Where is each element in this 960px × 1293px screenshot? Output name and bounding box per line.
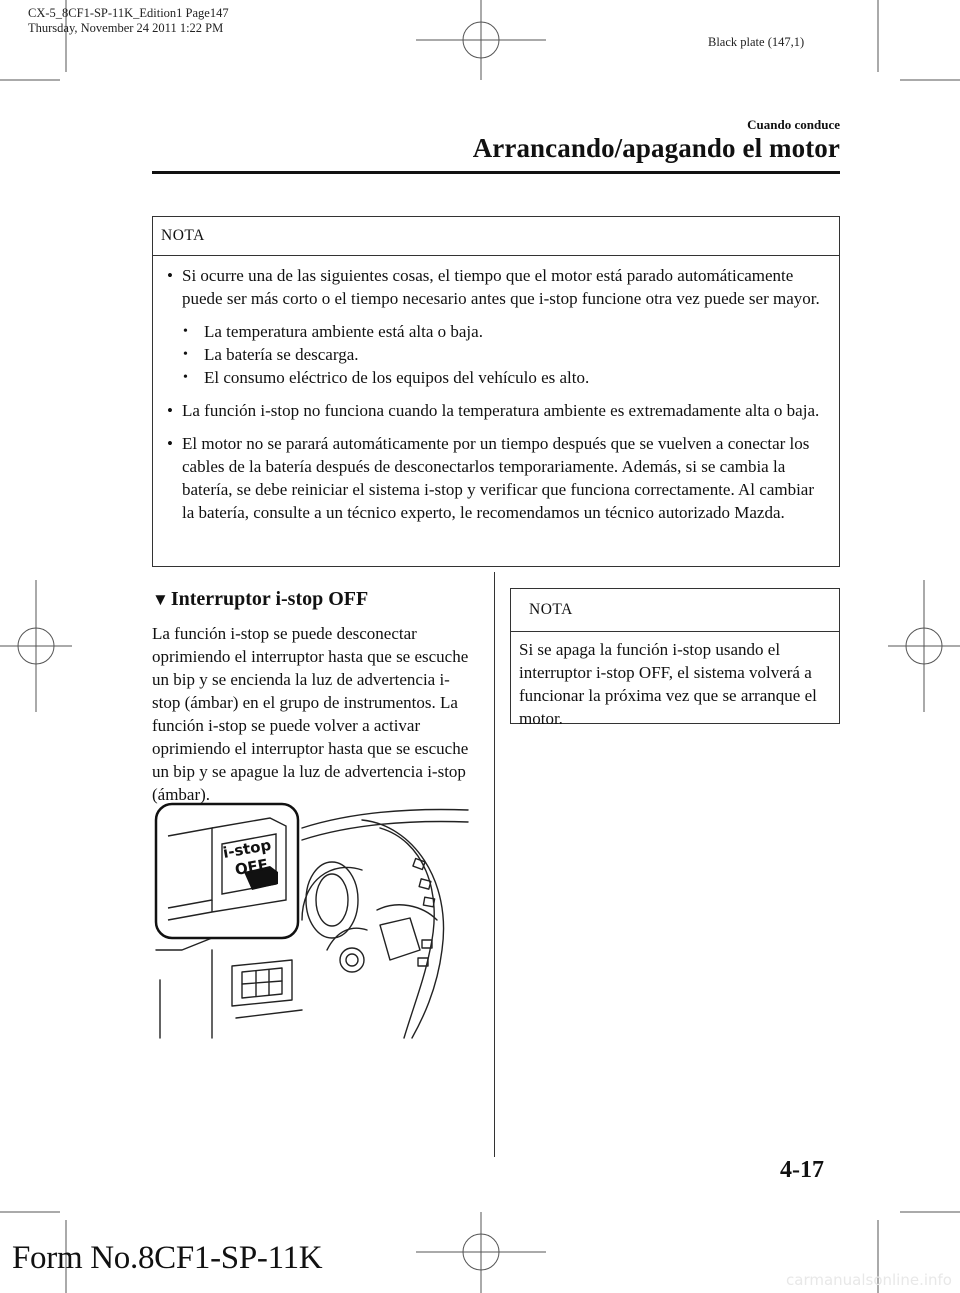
sub-item-text: La batería se descarga. bbox=[204, 345, 359, 364]
print-meta-line-1: CX-5_8CF1-SP-11K_Edition1 Page147 bbox=[28, 6, 229, 20]
triangle-marker-icon: ▼ bbox=[152, 590, 169, 609]
note-heading: NOTA bbox=[153, 217, 839, 256]
section-heading bbox=[152, 588, 368, 611]
header-rule bbox=[152, 171, 840, 174]
note-bullet-text: Si ocurre una de las siguientes cosas, el tiempo que el motor está parado automáticamente puede ser más corto o el tiempo necesario antes que i-stop funcione otra vez puede ser mayor. bbox=[182, 266, 820, 308]
print-meta-line-2: Thursday, November 24 2011 1:22 PM bbox=[28, 21, 224, 35]
bullet-icon: • bbox=[167, 401, 173, 420]
note-bullet bbox=[161, 264, 829, 310]
sub-item bbox=[161, 343, 829, 366]
page-number: 4-17 bbox=[780, 1157, 824, 1183]
sub-bullet-icon: • bbox=[183, 370, 188, 385]
note-bullet-text: La función i-stop no funciona cuando la temperatura ambiente es extremadamente alta o baja. bbox=[182, 401, 820, 420]
note-heading: NOTA bbox=[511, 589, 839, 632]
note-body bbox=[153, 256, 839, 532]
bullet-icon: • bbox=[167, 434, 173, 453]
watermark: carmanualsonline.info bbox=[786, 1271, 952, 1289]
section-title: Cuando conduce bbox=[747, 117, 840, 132]
print-metadata bbox=[28, 6, 229, 36]
form-number: Form No.8CF1-SP-11K bbox=[12, 1240, 323, 1276]
note-box-1 bbox=[152, 216, 840, 567]
note-bullet bbox=[161, 432, 829, 524]
sub-list bbox=[161, 320, 829, 389]
sub-bullet-icon: • bbox=[183, 324, 188, 339]
sub-bullet-icon: • bbox=[183, 347, 188, 362]
note-bullet-text: El motor no se parará automáticamente por un tiempo después que se vuelven a conectar los cables de la batería después de desconectarlos temporariamente. Además, si se cambia la batería, se debe reiniciar el sistema i-stop y verificar que funciona correctamente. Al cambiar la batería, consulte a un técnico experto, le recomendamos un técnico autorizado Mazda. bbox=[182, 434, 815, 522]
sub-item-text: La temperatura ambiente está alta o baja. bbox=[204, 322, 483, 341]
dashboard-illustration bbox=[152, 800, 470, 1040]
note-body-text: Si se apaga la función i-stop usando el interruptor i-stop OFF, el sistema volverá a funcionar la próxima vez que se arranque el motor. bbox=[519, 640, 817, 728]
sub-item bbox=[161, 320, 829, 343]
section-heading-text: Interruptor i-stop OFF bbox=[170, 588, 369, 610]
sub-item-text: El consumo eléctrico de los equipos del vehículo es alto. bbox=[204, 368, 590, 387]
plate-label: Black plate (147,1) bbox=[708, 35, 805, 49]
chapter-title: Arrancando/apagando el motor bbox=[472, 133, 840, 163]
note-bullet bbox=[161, 399, 829, 422]
section-body: La función i-stop se puede desconectar oprimiendo el interruptor hasta que se escuche un bip y se encienda la luz de advertencia i-stop (ámbar) en el grupo de instrumentos. La función i-stop se puede volver a activar oprimiendo el interruptor hasta que se escuche un bip y se apague la luz de advertencia i-stop (ámbar). bbox=[152, 624, 469, 804]
column-divider bbox=[494, 572, 495, 1157]
bullet-icon: • bbox=[167, 266, 173, 285]
switch-label-line-1: i-stop bbox=[221, 835, 273, 862]
note-box-2 bbox=[510, 588, 840, 728]
sub-item bbox=[161, 366, 829, 389]
switch-label-line-2: OFF bbox=[233, 855, 270, 879]
